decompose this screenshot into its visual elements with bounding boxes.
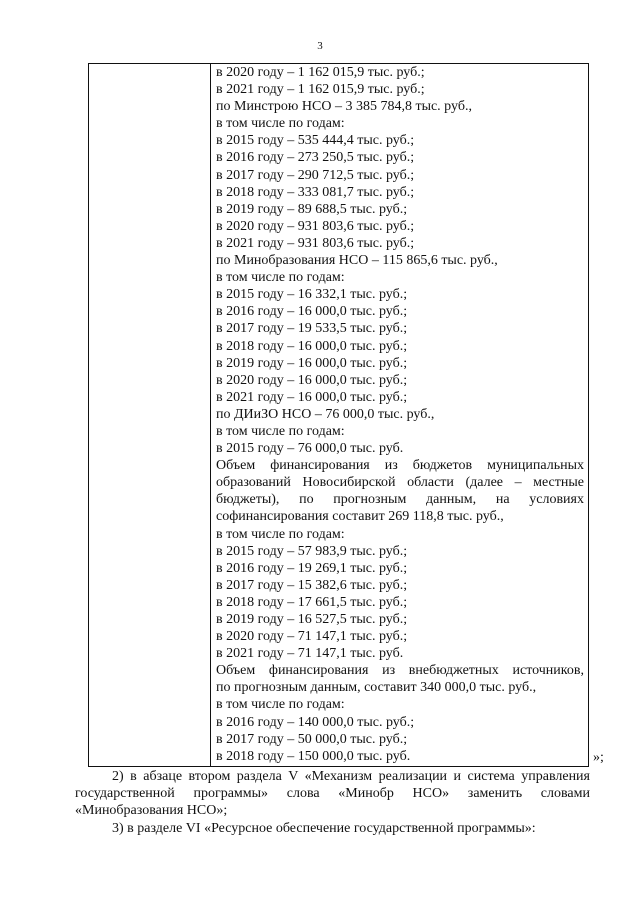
- funding-cell: [216, 64, 584, 765]
- closing-quote-mark: »;: [593, 750, 604, 765]
- funding-line: в 2015 году – 16 332,1 тыс. руб.;: [216, 287, 408, 303]
- funding-line: в 2021 году – 16 000,0 тыс. руб.;: [216, 389, 408, 405]
- funding-line: в 2020 году – 1 162 015,9 тыс. руб.;: [216, 65, 425, 80]
- funding-line: в том числе по годам:: [216, 423, 345, 439]
- amendment-item-2-line: «Минобразования НСО»;: [75, 803, 228, 819]
- local-budget-paragraph-line: образований Новосибирской области (далее – местные: [216, 475, 584, 491]
- extrabudget-line: в 2018 году – 150 000,0 тыс. руб.: [216, 748, 411, 764]
- local-budget-paragraph-last: софинансирования составит 269 118,8 тыс. руб.,: [216, 509, 504, 525]
- funding-table: [88, 63, 589, 767]
- funding-line: в 2019 году – 16 000,0 тыс. руб.;: [216, 355, 408, 371]
- funding-line: в 2018 году – 333 081,7 тыс. руб.;: [216, 184, 415, 200]
- funding-line: в 2015 году – 535 444,4 тыс. руб.;: [216, 133, 415, 149]
- extrabudget-line: по прогнозным данным, составит 340 000,0 тыс. руб.,: [216, 680, 537, 696]
- funding-line: в 2015 году – 76 000,0 тыс. руб.: [216, 441, 404, 457]
- extrabudget-paragraph-line: Объем финансирования из внебюджетных источников,: [216, 663, 584, 679]
- funding-line: в 2016 году – 273 250,5 тыс. руб.;: [216, 150, 415, 166]
- funding-line: по Минстрою НСО – 3 385 784,8 тыс. руб.,: [216, 99, 472, 115]
- local-budget-line: в 2020 году – 71 147,1 тыс. руб.;: [216, 629, 408, 645]
- funding-line: в 2016 году – 16 000,0 тыс. руб.;: [216, 304, 408, 320]
- local-budget-line: в 2016 году – 19 269,1 тыс. руб.;: [216, 560, 408, 576]
- funding-line: в том числе по годам:: [216, 116, 345, 132]
- amendment-text: [75, 768, 590, 837]
- amendment-item-3-line: 3) в разделе VI «Ресурсное обеспечение государственной программы»:: [112, 820, 536, 836]
- funding-line: в том числе по годам:: [216, 270, 345, 286]
- funding-line: в 2018 году – 16 000,0 тыс. руб.;: [216, 338, 408, 354]
- local-budget-paragraph-line: бюджеты), по прогнозным данным, на условиях: [216, 492, 584, 508]
- amendment-item-2-line: государственной программы» слова «Минобр НСО» заменить словами: [75, 786, 590, 802]
- funding-line: по ДИиЗО НСО – 76 000,0 тыс. руб.,: [216, 406, 435, 422]
- local-budget-paragraph-line: Объем финансирования из бюджетов муниципальных: [216, 458, 584, 474]
- funding-line: в 2017 году – 290 712,5 тыс. руб.;: [216, 167, 415, 183]
- local-budget-line: в 2015 году – 57 983,9 тыс. руб.;: [216, 543, 408, 559]
- funding-line: в 2019 году – 89 688,5 тыс. руб.;: [216, 201, 408, 217]
- page-number: 3: [317, 40, 323, 52]
- extrabudget-line: в 2017 году – 50 000,0 тыс. руб.;: [216, 731, 408, 747]
- extrabudget-line: в том числе по годам:: [216, 697, 345, 713]
- funding-line: в 2020 году – 16 000,0 тыс. руб.;: [216, 372, 408, 388]
- local-budget-line: в 2021 году – 71 147,1 тыс. руб.: [216, 646, 404, 662]
- extrabudget-line: в 2016 году – 140 000,0 тыс. руб.;: [216, 714, 415, 730]
- amendment-item-2: [75, 768, 590, 820]
- amendment-item-3: [75, 820, 590, 837]
- funding-line: в 2021 году – 931 803,6 тыс. руб.;: [216, 235, 415, 251]
- amendment-item-2-line: 2) в абзаце втором раздела V «Механизм реализации и система управления: [112, 769, 590, 784]
- local-budget-line: в 2019 году – 16 527,5 тыс. руб.;: [216, 612, 408, 627]
- funding-line: в 2021 году – 1 162 015,9 тыс. руб.;: [216, 82, 425, 98]
- funding-line: по Минобразования НСО – 115 865,6 тыс. руб.,: [216, 253, 498, 269]
- funding-line: в 2017 году – 19 533,5 тыс. руб.;: [216, 321, 408, 337]
- local-budget-line: в 2018 году – 17 661,5 тыс. руб.;: [216, 594, 408, 610]
- column-divider: [210, 64, 211, 766]
- local-budget-line: в том числе по годам:: [216, 526, 345, 542]
- funding-line: в 2020 году – 931 803,6 тыс. руб.;: [216, 218, 415, 234]
- local-budget-line: в 2017 году – 15 382,6 тыс. руб.;: [216, 577, 408, 593]
